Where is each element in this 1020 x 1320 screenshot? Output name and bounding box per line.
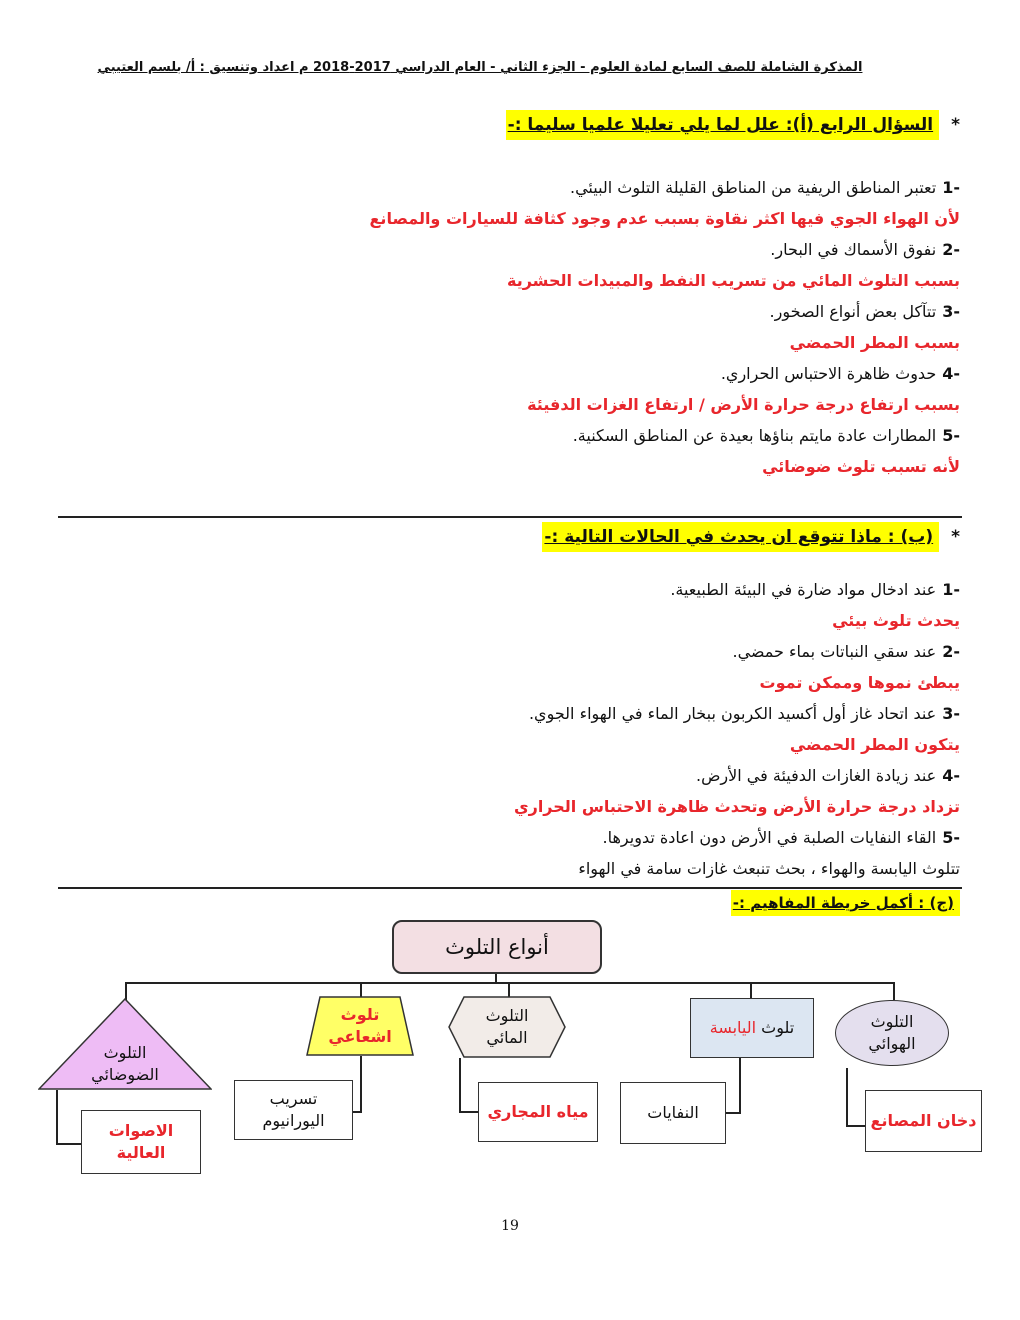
connector-noise-example [56, 1090, 58, 1144]
question-text: تتآكل بعض أنواع الصخور. [769, 302, 937, 321]
air-example: دخان المصانع [870, 1111, 977, 1130]
answer-a1: لأن الهواء الجوي فيها اكثر نقاوة بسبب عدم وجود كثافة للسيارات والمصانع [369, 209, 960, 228]
page-header: المذكرة الشاملة للصف السابع لمادة العلوم - الجزء الثاني - العام الدراسي 2017-2018 م اعداد وتنسيق : أ/ بلسم العتيبي [97, 60, 863, 75]
question-number: -1 [942, 580, 960, 599]
question-number: -1 [942, 178, 960, 197]
question-number: -5 [942, 828, 960, 847]
land-fill: اليابسة [709, 1018, 757, 1037]
radiation-example-line2: اليورانيوم [262, 1111, 325, 1130]
question-number: -2 [942, 642, 960, 661]
question-text: عند زيادة الغازات الدفيئة في الأرض. [695, 766, 937, 785]
radiation-example-line1: تسريب [269, 1089, 318, 1108]
connector-air [893, 982, 895, 1000]
section-b-title [542, 522, 960, 552]
radiation-pollution-label [306, 996, 414, 1056]
section-divider [58, 516, 962, 518]
question-number: -4 [942, 364, 960, 383]
question-number: -4 [942, 766, 960, 785]
question-number: -3 [942, 704, 960, 723]
question-a3 [60, 299, 960, 325]
air-example-box [865, 1090, 982, 1152]
connector-water-example [459, 1058, 461, 1112]
question-a2 [60, 237, 960, 263]
land-example-box [620, 1082, 726, 1144]
star-bullet: * [951, 527, 960, 547]
answer-b1: يحدث تلوث بيئي [832, 611, 960, 630]
question-text: عند سقي النباتات بماء حمضي. [732, 642, 937, 661]
question-number: -3 [942, 302, 960, 321]
noise-example-line2: العالية [116, 1143, 166, 1162]
section-b-title-text: (ب) : ماذا تتوقع ان يحدث في الحالات التالية :- [542, 522, 939, 552]
root-node [392, 920, 602, 974]
answer-a5: لأنه تسبب تلوث ضوضائي [762, 457, 960, 476]
radiation-line1: تلوث [340, 1005, 380, 1024]
question-b1 [60, 577, 960, 603]
section-c-title [731, 890, 960, 916]
answer-b2: يبطئ نموها وممكن تموت [759, 673, 960, 692]
noise-pollution-label [70, 1040, 180, 1088]
radiation-example-box [234, 1080, 353, 1140]
noise-example-box [81, 1110, 201, 1174]
question-a4 [60, 361, 960, 387]
question-a1 [60, 175, 960, 201]
question-a5 [60, 423, 960, 449]
noise-line2: الضوضائي [91, 1065, 159, 1084]
connector-radiation-example [360, 1056, 362, 1112]
answer-b5: تتلوث اليابسة والهواء ، بحث تنبعث غازات سامة في الهواء [578, 859, 960, 878]
answer-b3: يتكون المطر الحمضي [789, 735, 960, 754]
answer-a4: بسبب ارتفاع درجة حرارة الأرض / ارتفاع الغزات الدفيئة [527, 395, 960, 414]
connector-noise-example-h [56, 1143, 82, 1145]
land-pollution-node [690, 998, 814, 1058]
noise-example-line1: الاصوات [108, 1121, 174, 1140]
connector-land [750, 982, 752, 998]
noise-line1: التلوث [103, 1043, 147, 1062]
connector-horizontal [125, 982, 895, 984]
question-text: المطارات عادة مايتم بناؤها بعيدة عن المناطق السكنية. [572, 426, 937, 445]
page-number: 19 [501, 1218, 519, 1234]
question-text: نفوق الأسماك في البحار. [770, 240, 937, 259]
question-number: -2 [942, 240, 960, 259]
answer-a3: بسبب المطر الحمضي [789, 333, 960, 352]
connector-water-example-h [459, 1111, 479, 1113]
radiation-line2: اشعاعي [328, 1027, 392, 1046]
question-b3 [60, 701, 960, 727]
water-line2: المائي [486, 1028, 528, 1047]
section-divider [58, 887, 962, 889]
water-example: مياه المجاري [487, 1102, 589, 1121]
root-label: أنواع التلوث [445, 935, 549, 959]
question-b5 [60, 825, 960, 851]
connector-air-example-h [846, 1125, 866, 1127]
air-pollution-node [835, 1000, 949, 1066]
question-b2 [60, 639, 960, 665]
question-text: عند ادخال مواد ضارة في البيئة الطبيعية. [670, 580, 937, 599]
answer-a2: بسبب التلوث المائي من تسريب النفط والمبيدات الحشرية [507, 271, 960, 290]
air-line1: التلوث [870, 1012, 914, 1031]
connector-air-example [846, 1068, 848, 1126]
water-line1: التلوث [485, 1006, 529, 1025]
land-example: النفايات [647, 1103, 699, 1122]
section-a-title-text: السؤال الرابع (أ): علل لما يلي تعليلا علميا سليما :- [506, 110, 939, 140]
air-line2: الهوائي [868, 1034, 916, 1053]
question-text: حدوث ظاهرة الاحتباس الحراري. [720, 364, 937, 383]
water-example-box [478, 1082, 598, 1142]
answer-b4: تزداد درجة حرارة الأرض وتحدث ظاهرة الاحتباس الحراري [513, 797, 960, 816]
connector-land-example [739, 1058, 741, 1114]
question-number: -5 [942, 426, 960, 445]
question-text: القاء النفايات الصلبة في الأرض دون اعادة تدويرها. [602, 828, 937, 847]
star-bullet: * [951, 115, 960, 135]
section-c-title-text: (ج) : أكمل خريطة المفاهيم :- [731, 890, 960, 916]
water-pollution-label [448, 996, 566, 1058]
land-prefix: تلوث [761, 1018, 795, 1037]
question-text: عند اتحاد غاز أول أكسيد الكربون ببخار الماء في الهواء الجوي. [528, 704, 937, 723]
question-text: تعتبر المناطق الريفية من المناطق القليلة التلوث البيئي. [569, 178, 937, 197]
section-a-title [506, 110, 960, 140]
question-b4 [60, 763, 960, 789]
